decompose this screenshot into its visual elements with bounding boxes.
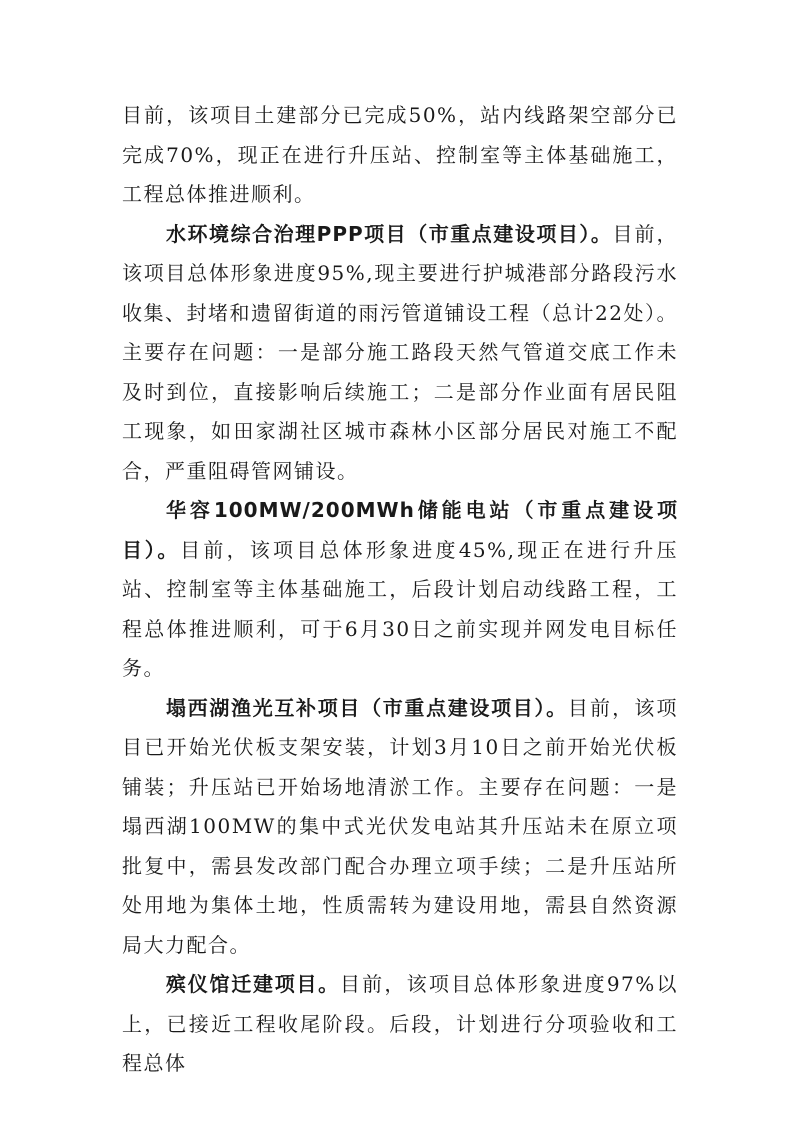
paragraph-heading: 塌西湖渔光互补项目（市重点建设项目）。 xyxy=(166,695,568,720)
paragraph-heading: 水环境综合治理PPP项目（市重点建设项目）。 xyxy=(166,221,613,246)
paragraph-energy-storage-project xyxy=(122,491,678,689)
paragraph-water-environment-project xyxy=(122,215,678,492)
paragraph-text: 目前，该项目土建部分已完成50%，站内线路架空部分已完成70%，现正在进行升压站、控制室等主体基础施工，工程总体推进顺利。 xyxy=(122,103,678,206)
paragraph-text: 目前，该项目总体形象进度97%以上，已接近工程收尾阶段。后段，计划进行分项验收和工程总体 xyxy=(122,972,679,1075)
document-body xyxy=(122,96,678,1084)
paragraph-heading: 华容100MW/200MWh储能电站（市重点建设项目）。 xyxy=(122,498,678,562)
paragraph-continuation xyxy=(122,96,678,215)
paragraph-text: 目前，该项目总体形象进度45%,现正在进行升压站、控制室等主体基础施工，后段计划启动线路工程，工程总体推进顺利，可于6月30日之前实现并网发电目标任务。 xyxy=(122,537,678,680)
paragraph-fishery-solar-project xyxy=(122,689,678,966)
paragraph-text: 目前，该项目总体形象进度95%,现主要进行护城港部分路段污水收集、封堵和遗留街道的雨污管道铺设工程（总计22处）。主要存在问题：一是部分施工路段天然气管道交底工作未及时到位，直接影响后续施工；二是部分作业面有居民阻工现象，如田家湖社区城市森林小区部分居民对施工不配合，严重阻碍管网铺设。 xyxy=(122,221,678,483)
paragraph-heading: 殡仪馆迁建项目。 xyxy=(166,972,340,996)
paragraph-text: 目前，该项目已开始光伏板支架安装，计划3月10日之前开始光伏板铺装；升压站已开始场地清淤工作。主要存在问题：一是塌西湖100MW的集中式光伏发电站其升压站未在原立项批复中，需县发改部门配合办理立项手续；二是升压站所处用地为集体土地，性质需转为建设用地，需县自然资源局大力配合。 xyxy=(122,695,679,957)
paragraph-funeral-home-project xyxy=(122,965,678,1084)
